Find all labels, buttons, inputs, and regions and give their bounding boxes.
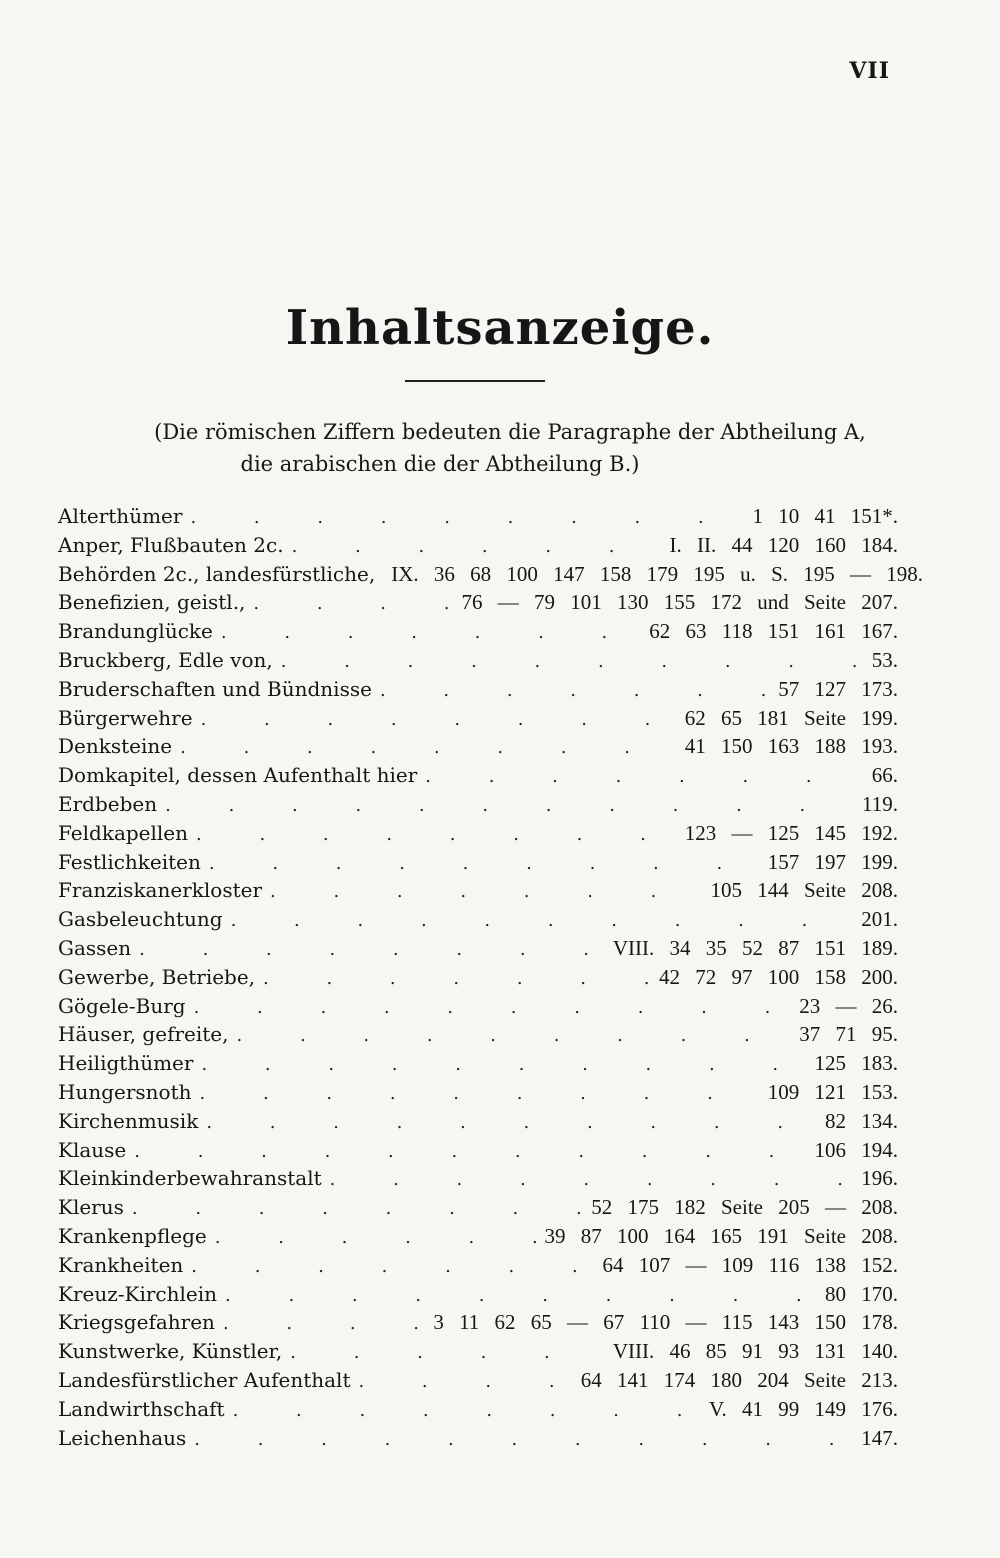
- index-references: 105 144 Seite 208.: [710, 878, 898, 903]
- dot-leader: [165, 792, 854, 821]
- dot-leader: [233, 1397, 701, 1426]
- index-term: Bürgerwehre: [58, 705, 193, 730]
- index-entry: [58, 934, 898, 963]
- index-term: Klerus: [58, 1195, 124, 1220]
- index-references: 157 197 199.: [767, 849, 898, 874]
- index-references: V. 41 99 149 176.: [709, 1396, 898, 1421]
- dot-leader: [223, 1310, 425, 1339]
- index-entry: [58, 1078, 898, 1107]
- index-entry: [58, 1193, 898, 1222]
- dot-leader: [134, 1138, 806, 1167]
- dot-leader: [190, 504, 744, 533]
- index-entry: [58, 1366, 898, 1395]
- index-entry: [58, 1049, 898, 1078]
- index-entry: [58, 1020, 898, 1049]
- index-term: Anper, Flußbauten 2c.: [58, 532, 284, 557]
- index-references: 196.: [861, 1166, 898, 1191]
- note-line-2: die arabischen die der Abtheilung B.): [240, 452, 640, 476]
- index-term: Leichenhaus: [58, 1425, 187, 1450]
- dot-leader: [281, 648, 864, 677]
- dot-leader: [358, 1368, 572, 1397]
- index-entry: [58, 646, 898, 675]
- dot-leader: [191, 1253, 594, 1282]
- index-term: Krankenpflege: [58, 1223, 207, 1248]
- index-term: Denksteine: [58, 734, 173, 759]
- index-entry: [58, 905, 898, 934]
- index-entry: [58, 502, 898, 531]
- index-entry: [58, 876, 898, 905]
- index-references: 64 107 — 109 116 138 152.: [602, 1252, 898, 1277]
- index-references: IX. 36 68 100 147 158 179 195 u. S. 195 — 198.: [391, 561, 924, 586]
- index-term: Behörden 2c., landesfürstliche,: [58, 561, 376, 586]
- index-term: Bruckberg, Edle von,: [58, 647, 273, 672]
- index-entry: [58, 588, 898, 617]
- index-term: Festlichkeiten: [58, 849, 201, 874]
- dot-leader: [253, 590, 453, 619]
- index-references: 109 121 153.: [767, 1079, 898, 1104]
- index-term: Häuser, gefreite,: [58, 1022, 229, 1047]
- dot-leader: [263, 965, 651, 994]
- index-term: Kunstwerke, Künstler,: [58, 1339, 283, 1364]
- index-entry: [58, 992, 898, 1021]
- title-divider: [405, 380, 545, 382]
- dot-leader: [206, 1109, 817, 1138]
- index-term: Kreuz-Kirchlein: [58, 1281, 218, 1306]
- dot-leader: [209, 850, 760, 879]
- index-term: Bruderschaften und Bündnisse: [58, 676, 372, 701]
- index-term: Domkapitel, dessen Aufenthalt hier: [58, 763, 418, 788]
- index-references: 80 170.: [825, 1281, 898, 1306]
- index-entry: [58, 819, 898, 848]
- index-entry: [58, 790, 898, 819]
- index-entry: [58, 531, 898, 560]
- index-references: 37 71 95.: [799, 1022, 898, 1047]
- dot-leader: [237, 1022, 792, 1051]
- index-term: Gewerbe, Betriebe,: [58, 964, 256, 989]
- index-references: 53.: [871, 647, 898, 672]
- page-number: VII: [849, 58, 890, 84]
- index-term: Kirchenmusik: [58, 1108, 199, 1133]
- index-references: 64 141 174 180 204 Seite 213.: [580, 1367, 898, 1392]
- note-line-1: (Die römischen Ziffern bedeuten die Paragraphe der Abtheilung A,: [154, 420, 866, 444]
- index-term: Kriegsgefahren: [58, 1310, 215, 1335]
- index-term: Franziskanerkloster: [58, 878, 263, 903]
- index-term: Landesfürstlicher Aufenthalt: [58, 1367, 351, 1392]
- index-references: 3 11 62 65 — 67 110 — 115 143 150 178.: [433, 1310, 898, 1335]
- dot-leader: [201, 1051, 806, 1080]
- index-references: 106 194.: [814, 1137, 898, 1162]
- index-entry: [58, 1107, 898, 1136]
- dot-leader: [380, 677, 770, 706]
- index-references: 23 — 26.: [799, 993, 898, 1018]
- dot-leader: [425, 763, 863, 792]
- index-term: Klause: [58, 1137, 127, 1162]
- index-references: 42 72 97 100 158 200.: [659, 964, 898, 989]
- index-term: Heiligthümer: [58, 1051, 194, 1076]
- dot-leader: [196, 821, 677, 850]
- dot-leader: [194, 1426, 853, 1455]
- index-entry: [58, 1164, 898, 1193]
- index-term: Gassen: [58, 935, 132, 960]
- dot-leader: [201, 706, 677, 735]
- index-references: 57 127 173.: [778, 676, 898, 701]
- dot-leader: [200, 1080, 760, 1109]
- dot-leader: [180, 734, 677, 763]
- dot-leader: [139, 936, 605, 965]
- index-term: Erdbeben: [58, 791, 158, 816]
- index-term: Kleinkinderbewahranstalt: [58, 1166, 322, 1191]
- index-references: 76 — 79 101 130 155 172 und Seite 207.: [461, 590, 898, 615]
- index-references: 119.: [862, 791, 898, 816]
- dot-leader: [221, 619, 641, 648]
- index-references: 39 87 100 164 165 191 Seite 208.: [544, 1223, 898, 1248]
- index-entry: [58, 560, 924, 589]
- index-entry: [58, 732, 898, 761]
- dot-leader: [215, 1224, 537, 1253]
- index-term: Benefizien, geistl.,: [58, 590, 246, 615]
- dot-leader: [132, 1195, 583, 1224]
- dot-leader: [330, 1166, 854, 1195]
- index-entry: [58, 1308, 898, 1337]
- index-entry: [58, 761, 898, 790]
- index-term: Hungersnoth: [58, 1079, 192, 1104]
- dot-leader: [231, 907, 854, 936]
- index-references: 52 175 182 Seite 205 — 208.: [591, 1195, 898, 1220]
- index-term: Gögele-Burg: [58, 993, 186, 1018]
- dot-leader: [270, 878, 702, 907]
- index-term: Landwirthschaft: [58, 1396, 225, 1421]
- index-term: Gasbeleuchtung: [58, 907, 223, 932]
- index-entry: [58, 617, 898, 646]
- index-references: 125 183.: [814, 1051, 898, 1076]
- index-entry: [58, 1222, 898, 1251]
- index-references: 123 — 125 145 192.: [684, 820, 898, 845]
- index-references: 62 65 181 Seite 199.: [684, 705, 898, 730]
- index-term: Krankheiten: [58, 1252, 184, 1277]
- index-references: 62 63 118 151 161 167.: [649, 619, 898, 644]
- index-entry: [58, 1395, 898, 1424]
- index-entry: [58, 1251, 898, 1280]
- page-title: Inhaltsanzeige.: [285, 300, 715, 356]
- index-entry: [58, 848, 898, 877]
- index-entry: [58, 1424, 898, 1453]
- index-entry: [58, 704, 898, 733]
- index-references: VIII. 46 85 91 93 131 140.: [612, 1339, 898, 1364]
- index-references: 41 150 163 188 193.: [684, 734, 898, 759]
- dot-leader: [225, 1282, 817, 1311]
- index-references: 66.: [871, 763, 898, 788]
- index-term: Feldkapellen: [58, 820, 189, 845]
- index-references: VIII. 34 35 52 87 151 189.: [612, 935, 898, 960]
- index-references: I. II. 44 120 160 184.: [669, 532, 898, 557]
- index-references: 147.: [861, 1425, 898, 1450]
- index-term: Alterthümer: [58, 504, 183, 528]
- dot-leader: [194, 994, 792, 1023]
- index-list: [58, 502, 924, 1452]
- index-entry: [58, 1280, 898, 1309]
- index-entry: [58, 1337, 898, 1366]
- index-references: 201.: [861, 907, 898, 932]
- index-references: 1 10 41 151*.: [752, 504, 898, 528]
- index-entry: [58, 963, 898, 992]
- dot-leader: [292, 533, 662, 562]
- index-term: Brandunglücke: [58, 619, 213, 644]
- index-entry: [58, 1136, 898, 1165]
- dot-leader: [290, 1339, 605, 1368]
- index-references: 82 134.: [825, 1108, 898, 1133]
- index-entry: [58, 675, 898, 704]
